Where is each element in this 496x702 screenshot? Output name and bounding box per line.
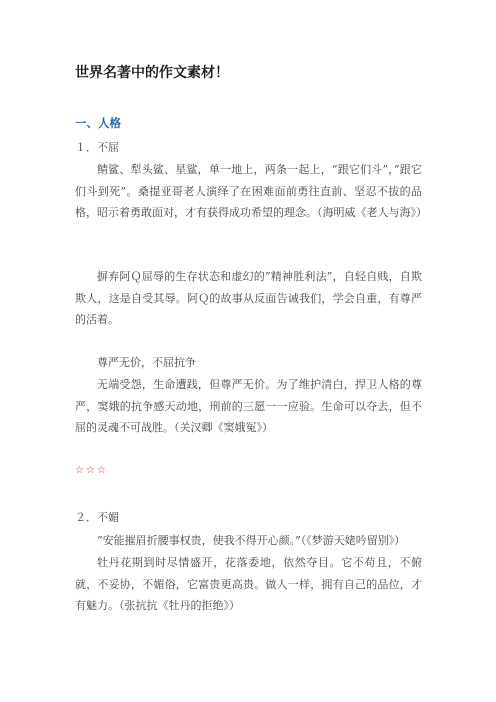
paragraph-poem-quote: ”安能摧眉折腰事权贵，使我不得开心颜。”（《梦游天姥吟留别》）: [97, 534, 406, 547]
paragraph-subheading-dignity: 尊严无价，不屈抗争: [97, 356, 196, 369]
document-title: 世界名著中的作文素材！: [75, 65, 229, 81]
item-heading-not-servile: ２．不媚: [75, 511, 119, 524]
paragraph-old-man-and-sea: 鲭鲨、犁头鲨、星鲨，单一地上，两条一起上，“跟它们斗”，”跟它们斗到死”。桑提亚哥老人演绎了在困难面前勇往直前、坚忍不拔的品格，昭示着勇敢面对，才有获得成功希望的理念。（海明威《老人与海》）: [75, 163, 427, 219]
section-heading-personality: 一、人格: [75, 116, 121, 130]
star-divider: ☆☆☆: [75, 465, 108, 476]
paragraph-ah-q: 摒弃阿Ｑ屈辱的生存状态和虚幻的”精神胜利法”，自轻自贱，自欺欺人，这是自受其辱。阿Ｑ的故事从反面告诫我们，学会自重，有尊严的活着。: [75, 270, 422, 326]
item-heading-unyielding: １．不屈: [75, 141, 119, 154]
paragraph-peony: 牡丹花期到时尽情盛开，花落委地，依然夺目。它不苟且，不俯就，不妥协，不媚俗，它富贵更高贵。做人一样，拥有自己的品位，才有魅力。（张抗抗《牡丹的拒绝》）: [75, 556, 422, 612]
paragraph-dou-e: 无端受怨，生命遭践，但尊严无价。为了维护清白，捍卫人格的尊严，窦娥的抗争感天动地，刑前的三愿一一应验。生命可以夺去，但不屈的灵魂不可战胜。（关汉卿《窦娥冤》）: [75, 378, 422, 434]
